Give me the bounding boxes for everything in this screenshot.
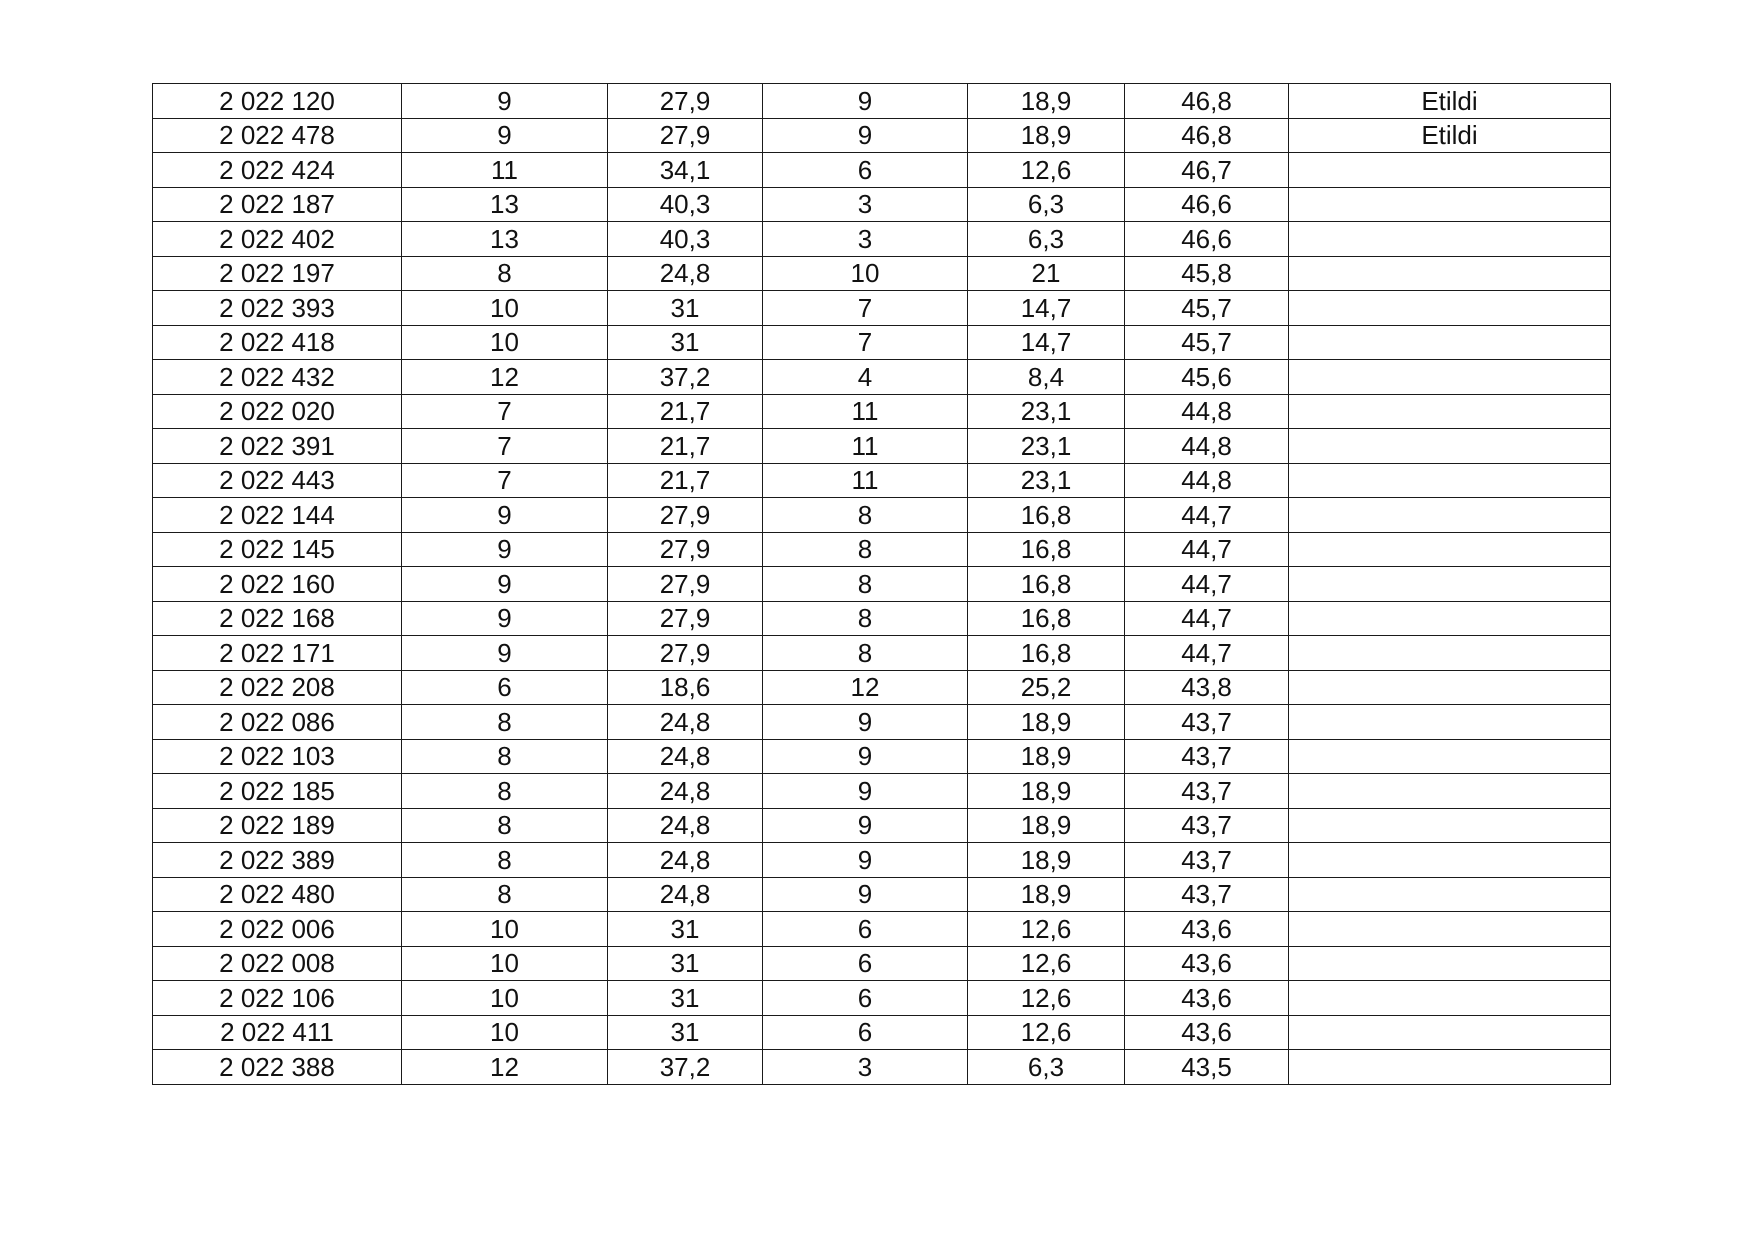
col2-count-cell: 10 bbox=[402, 981, 608, 1016]
status-cell bbox=[1289, 981, 1611, 1016]
col2-count-cell: 13 bbox=[402, 187, 608, 222]
col2-count-cell: 6 bbox=[402, 670, 608, 705]
table-row bbox=[153, 843, 1611, 878]
status-cell bbox=[1289, 912, 1611, 947]
total-score-cell: 43,7 bbox=[1125, 774, 1289, 809]
status-cell bbox=[1289, 291, 1611, 326]
col2-count-cell: 9 bbox=[402, 636, 608, 671]
table-row bbox=[153, 222, 1611, 257]
col4-count-cell: 12 bbox=[763, 670, 968, 705]
status-cell bbox=[1289, 601, 1611, 636]
col5-score-cell: 12,6 bbox=[968, 912, 1125, 947]
table-row bbox=[153, 394, 1611, 429]
status-cell bbox=[1289, 808, 1611, 843]
col3-score-cell: 27,9 bbox=[608, 636, 763, 671]
table-row bbox=[153, 291, 1611, 326]
col5-score-cell: 23,1 bbox=[968, 429, 1125, 464]
total-score-cell: 44,8 bbox=[1125, 429, 1289, 464]
col2-count-cell: 8 bbox=[402, 843, 608, 878]
col5-score-cell: 12,6 bbox=[968, 1015, 1125, 1050]
total-score-cell: 43,7 bbox=[1125, 843, 1289, 878]
col2-count-cell: 10 bbox=[402, 1015, 608, 1050]
col4-count-cell: 7 bbox=[763, 291, 968, 326]
col3-score-cell: 37,2 bbox=[608, 1050, 763, 1085]
col3-score-cell: 40,3 bbox=[608, 222, 763, 257]
table-row bbox=[153, 498, 1611, 533]
table-row bbox=[153, 601, 1611, 636]
table-row bbox=[153, 877, 1611, 912]
col5-score-cell: 12,6 bbox=[968, 946, 1125, 981]
candidate-id-cell: 2 022 144 bbox=[153, 498, 402, 533]
col5-score-cell: 6,3 bbox=[968, 187, 1125, 222]
total-score-cell: 45,8 bbox=[1125, 256, 1289, 291]
col5-score-cell: 14,7 bbox=[968, 325, 1125, 360]
col5-score-cell: 8,4 bbox=[968, 360, 1125, 395]
col5-score-cell: 18,9 bbox=[968, 877, 1125, 912]
col5-score-cell: 18,9 bbox=[968, 705, 1125, 740]
table-row bbox=[153, 808, 1611, 843]
total-score-cell: 43,6 bbox=[1125, 912, 1289, 947]
col3-score-cell: 31 bbox=[608, 291, 763, 326]
table-row bbox=[153, 84, 1611, 119]
col4-count-cell: 6 bbox=[763, 1015, 968, 1050]
table-row bbox=[153, 532, 1611, 567]
col5-score-cell: 16,8 bbox=[968, 567, 1125, 602]
col3-score-cell: 27,9 bbox=[608, 118, 763, 153]
col3-score-cell: 24,8 bbox=[608, 877, 763, 912]
results-table-body bbox=[153, 84, 1611, 1085]
candidate-id-cell: 2 022 106 bbox=[153, 981, 402, 1016]
col2-count-cell: 9 bbox=[402, 118, 608, 153]
col3-score-cell: 24,8 bbox=[608, 774, 763, 809]
candidate-id-cell: 2 022 006 bbox=[153, 912, 402, 947]
total-score-cell: 43,5 bbox=[1125, 1050, 1289, 1085]
candidate-id-cell: 2 022 160 bbox=[153, 567, 402, 602]
col4-count-cell: 10 bbox=[763, 256, 968, 291]
col3-score-cell: 24,8 bbox=[608, 739, 763, 774]
col3-score-cell: 31 bbox=[608, 1015, 763, 1050]
status-cell: Etildi bbox=[1289, 118, 1611, 153]
col4-count-cell: 9 bbox=[763, 877, 968, 912]
candidate-id-cell: 2 022 388 bbox=[153, 1050, 402, 1085]
results-table bbox=[152, 83, 1611, 1085]
table-row bbox=[153, 429, 1611, 464]
total-score-cell: 43,7 bbox=[1125, 705, 1289, 740]
col3-score-cell: 21,7 bbox=[608, 429, 763, 464]
col2-count-cell: 9 bbox=[402, 498, 608, 533]
status-cell bbox=[1289, 187, 1611, 222]
status-cell bbox=[1289, 429, 1611, 464]
total-score-cell: 44,7 bbox=[1125, 498, 1289, 533]
col5-score-cell: 18,9 bbox=[968, 118, 1125, 153]
col2-count-cell: 10 bbox=[402, 325, 608, 360]
col2-count-cell: 9 bbox=[402, 567, 608, 602]
col3-score-cell: 24,8 bbox=[608, 808, 763, 843]
candidate-id-cell: 2 022 008 bbox=[153, 946, 402, 981]
total-score-cell: 44,8 bbox=[1125, 463, 1289, 498]
col4-count-cell: 3 bbox=[763, 187, 968, 222]
status-cell bbox=[1289, 1050, 1611, 1085]
col4-count-cell: 11 bbox=[763, 394, 968, 429]
candidate-id-cell: 2 022 187 bbox=[153, 187, 402, 222]
candidate-id-cell: 2 022 411 bbox=[153, 1015, 402, 1050]
table-row bbox=[153, 739, 1611, 774]
status-cell bbox=[1289, 222, 1611, 257]
col4-count-cell: 9 bbox=[763, 84, 968, 119]
candidate-id-cell: 2 022 103 bbox=[153, 739, 402, 774]
table-row bbox=[153, 774, 1611, 809]
col5-score-cell: 12,6 bbox=[968, 153, 1125, 188]
col5-score-cell: 23,1 bbox=[968, 463, 1125, 498]
col3-score-cell: 21,7 bbox=[608, 394, 763, 429]
col2-count-cell: 9 bbox=[402, 601, 608, 636]
col4-count-cell: 7 bbox=[763, 325, 968, 360]
table-row bbox=[153, 912, 1611, 947]
status-cell: Etildi bbox=[1289, 84, 1611, 119]
col4-count-cell: 11 bbox=[763, 463, 968, 498]
col5-score-cell: 18,9 bbox=[968, 774, 1125, 809]
status-cell bbox=[1289, 946, 1611, 981]
col3-score-cell: 27,9 bbox=[608, 498, 763, 533]
status-cell bbox=[1289, 877, 1611, 912]
total-score-cell: 43,7 bbox=[1125, 808, 1289, 843]
col3-score-cell: 27,9 bbox=[608, 567, 763, 602]
total-score-cell: 45,7 bbox=[1125, 325, 1289, 360]
col4-count-cell: 3 bbox=[763, 222, 968, 257]
status-cell bbox=[1289, 394, 1611, 429]
col2-count-cell: 8 bbox=[402, 808, 608, 843]
col4-count-cell: 11 bbox=[763, 429, 968, 464]
col3-score-cell: 34,1 bbox=[608, 153, 763, 188]
col5-score-cell: 18,9 bbox=[968, 84, 1125, 119]
status-cell bbox=[1289, 498, 1611, 533]
candidate-id-cell: 2 022 480 bbox=[153, 877, 402, 912]
status-cell bbox=[1289, 463, 1611, 498]
col5-score-cell: 16,8 bbox=[968, 498, 1125, 533]
col4-count-cell: 9 bbox=[763, 774, 968, 809]
col2-count-cell: 7 bbox=[402, 429, 608, 464]
col5-score-cell: 6,3 bbox=[968, 1050, 1125, 1085]
col5-score-cell: 18,9 bbox=[968, 843, 1125, 878]
col5-score-cell: 16,8 bbox=[968, 636, 1125, 671]
col4-count-cell: 9 bbox=[763, 808, 968, 843]
total-score-cell: 43,6 bbox=[1125, 981, 1289, 1016]
status-cell bbox=[1289, 360, 1611, 395]
total-score-cell: 43,8 bbox=[1125, 670, 1289, 705]
col2-count-cell: 11 bbox=[402, 153, 608, 188]
col4-count-cell: 6 bbox=[763, 912, 968, 947]
candidate-id-cell: 2 022 391 bbox=[153, 429, 402, 464]
total-score-cell: 44,8 bbox=[1125, 394, 1289, 429]
total-score-cell: 46,6 bbox=[1125, 222, 1289, 257]
col2-count-cell: 8 bbox=[402, 877, 608, 912]
col4-count-cell: 8 bbox=[763, 498, 968, 533]
status-cell bbox=[1289, 636, 1611, 671]
table-row bbox=[153, 463, 1611, 498]
total-score-cell: 44,7 bbox=[1125, 601, 1289, 636]
table-row bbox=[153, 118, 1611, 153]
candidate-id-cell: 2 022 168 bbox=[153, 601, 402, 636]
candidate-id-cell: 2 022 424 bbox=[153, 153, 402, 188]
col3-score-cell: 27,9 bbox=[608, 84, 763, 119]
status-cell bbox=[1289, 670, 1611, 705]
total-score-cell: 44,7 bbox=[1125, 567, 1289, 602]
col2-count-cell: 10 bbox=[402, 291, 608, 326]
total-score-cell: 43,6 bbox=[1125, 946, 1289, 981]
col3-score-cell: 31 bbox=[608, 981, 763, 1016]
candidate-id-cell: 2 022 478 bbox=[153, 118, 402, 153]
col4-count-cell: 9 bbox=[763, 739, 968, 774]
col3-score-cell: 24,8 bbox=[608, 705, 763, 740]
table-row bbox=[153, 153, 1611, 188]
col5-score-cell: 6,3 bbox=[968, 222, 1125, 257]
col4-count-cell: 6 bbox=[763, 153, 968, 188]
col2-count-cell: 8 bbox=[402, 705, 608, 740]
candidate-id-cell: 2 022 389 bbox=[153, 843, 402, 878]
table-row bbox=[153, 360, 1611, 395]
col3-score-cell: 24,8 bbox=[608, 843, 763, 878]
candidate-id-cell: 2 022 443 bbox=[153, 463, 402, 498]
col4-count-cell: 3 bbox=[763, 1050, 968, 1085]
col2-count-cell: 7 bbox=[402, 463, 608, 498]
col4-count-cell: 8 bbox=[763, 601, 968, 636]
col2-count-cell: 12 bbox=[402, 360, 608, 395]
candidate-id-cell: 2 022 393 bbox=[153, 291, 402, 326]
status-cell bbox=[1289, 256, 1611, 291]
col3-score-cell: 18,6 bbox=[608, 670, 763, 705]
col5-score-cell: 18,9 bbox=[968, 808, 1125, 843]
total-score-cell: 45,6 bbox=[1125, 360, 1289, 395]
col3-score-cell: 31 bbox=[608, 912, 763, 947]
total-score-cell: 43,7 bbox=[1125, 877, 1289, 912]
col5-score-cell: 16,8 bbox=[968, 601, 1125, 636]
table-row bbox=[153, 636, 1611, 671]
table-row bbox=[153, 1050, 1611, 1085]
col2-count-cell: 13 bbox=[402, 222, 608, 257]
status-cell bbox=[1289, 739, 1611, 774]
col4-count-cell: 6 bbox=[763, 946, 968, 981]
col2-count-cell: 10 bbox=[402, 946, 608, 981]
col5-score-cell: 16,8 bbox=[968, 532, 1125, 567]
total-score-cell: 46,8 bbox=[1125, 84, 1289, 119]
candidate-id-cell: 2 022 189 bbox=[153, 808, 402, 843]
candidate-id-cell: 2 022 432 bbox=[153, 360, 402, 395]
status-cell bbox=[1289, 843, 1611, 878]
col5-score-cell: 18,9 bbox=[968, 739, 1125, 774]
col5-score-cell: 23,1 bbox=[968, 394, 1125, 429]
status-cell bbox=[1289, 532, 1611, 567]
col3-score-cell: 27,9 bbox=[608, 532, 763, 567]
table-row bbox=[153, 1015, 1611, 1050]
candidate-id-cell: 2 022 171 bbox=[153, 636, 402, 671]
table-row bbox=[153, 670, 1611, 705]
col2-count-cell: 8 bbox=[402, 256, 608, 291]
candidate-id-cell: 2 022 418 bbox=[153, 325, 402, 360]
col5-score-cell: 25,2 bbox=[968, 670, 1125, 705]
candidate-id-cell: 2 022 197 bbox=[153, 256, 402, 291]
candidate-id-cell: 2 022 120 bbox=[153, 84, 402, 119]
total-score-cell: 46,8 bbox=[1125, 118, 1289, 153]
total-score-cell: 44,7 bbox=[1125, 636, 1289, 671]
status-cell bbox=[1289, 705, 1611, 740]
col2-count-cell: 12 bbox=[402, 1050, 608, 1085]
table-row bbox=[153, 567, 1611, 602]
status-cell bbox=[1289, 1015, 1611, 1050]
table-row bbox=[153, 325, 1611, 360]
candidate-id-cell: 2 022 086 bbox=[153, 705, 402, 740]
col4-count-cell: 8 bbox=[763, 532, 968, 567]
total-score-cell: 43,7 bbox=[1125, 739, 1289, 774]
status-cell bbox=[1289, 774, 1611, 809]
col3-score-cell: 27,9 bbox=[608, 601, 763, 636]
col2-count-cell: 7 bbox=[402, 394, 608, 429]
col3-score-cell: 21,7 bbox=[608, 463, 763, 498]
col4-count-cell: 9 bbox=[763, 118, 968, 153]
candidate-id-cell: 2 022 145 bbox=[153, 532, 402, 567]
col5-score-cell: 12,6 bbox=[968, 981, 1125, 1016]
candidate-id-cell: 2 022 185 bbox=[153, 774, 402, 809]
col2-count-cell: 8 bbox=[402, 774, 608, 809]
col3-score-cell: 40,3 bbox=[608, 187, 763, 222]
table-row bbox=[153, 946, 1611, 981]
col3-score-cell: 37,2 bbox=[608, 360, 763, 395]
total-score-cell: 46,7 bbox=[1125, 153, 1289, 188]
col3-score-cell: 31 bbox=[608, 325, 763, 360]
total-score-cell: 46,6 bbox=[1125, 187, 1289, 222]
table-row bbox=[153, 981, 1611, 1016]
status-cell bbox=[1289, 325, 1611, 360]
table-row bbox=[153, 187, 1611, 222]
col4-count-cell: 4 bbox=[763, 360, 968, 395]
table-row bbox=[153, 705, 1611, 740]
col2-count-cell: 8 bbox=[402, 739, 608, 774]
col4-count-cell: 8 bbox=[763, 567, 968, 602]
status-cell bbox=[1289, 153, 1611, 188]
total-score-cell: 43,6 bbox=[1125, 1015, 1289, 1050]
col4-count-cell: 9 bbox=[763, 843, 968, 878]
col3-score-cell: 31 bbox=[608, 946, 763, 981]
total-score-cell: 45,7 bbox=[1125, 291, 1289, 326]
col4-count-cell: 8 bbox=[763, 636, 968, 671]
col4-count-cell: 9 bbox=[763, 705, 968, 740]
status-cell bbox=[1289, 567, 1611, 602]
col2-count-cell: 9 bbox=[402, 84, 608, 119]
col3-score-cell: 24,8 bbox=[608, 256, 763, 291]
col4-count-cell: 6 bbox=[763, 981, 968, 1016]
candidate-id-cell: 2 022 208 bbox=[153, 670, 402, 705]
col2-count-cell: 10 bbox=[402, 912, 608, 947]
col5-score-cell: 21 bbox=[968, 256, 1125, 291]
col5-score-cell: 14,7 bbox=[968, 291, 1125, 326]
candidate-id-cell: 2 022 020 bbox=[153, 394, 402, 429]
col2-count-cell: 9 bbox=[402, 532, 608, 567]
total-score-cell: 44,7 bbox=[1125, 532, 1289, 567]
candidate-id-cell: 2 022 402 bbox=[153, 222, 402, 257]
table-row bbox=[153, 256, 1611, 291]
